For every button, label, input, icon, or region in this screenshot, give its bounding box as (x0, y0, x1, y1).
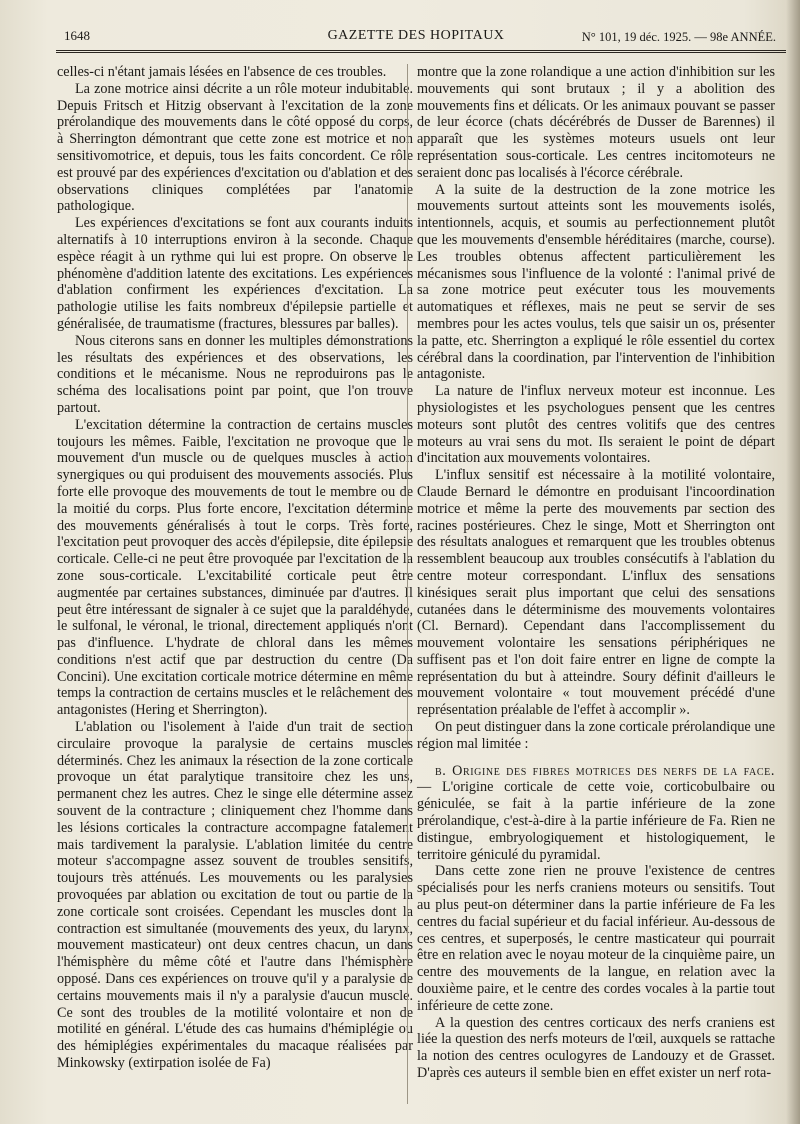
section-b-paragraph (417, 763, 775, 864)
journal-title: GAZETTE DES HOPITAUX (327, 28, 505, 43)
page-header (56, 26, 776, 50)
paragraph: L'excitation détermine la contraction de certains muscles toujours les mêmes. Faible, l'excitation ne provoque que le mouvement d'un muscle ou de quelques muscles à action synergiques ou qui produisent des mouvements associés. Plus forte elle provoque des mouvements de tout le membre ou de la moitié du corps. Plus forte encore, l'excitation détermine des mouvements généralisés à tout le corps. Très forte, l'excitation peut provoquer des accès d'épilepsie, dite épilepsie corticale. Celle-ci ne peut être provoquée par l'excitation de la zone sous-corticale. L'excitabilité corticale peut être augmentée par certaines substances, diminuée par d'autres. Il peut être intéressant de signaler à ce sujet que la paraldéhyde, le sulfonal, le véronal, le trional, directement appliqués n'ont pas d'influence. L'hydrate de chloral dans les mêmes conditions n'est actif que par destruction du centre (Da Concini). Une excitation corticale motrice détermine en même temps la contraction de certains muscles et le relâchement des antagonistes (Hering et Sherrington). (57, 416, 413, 719)
page-spine-shadow (786, 0, 800, 1124)
section-text: — L'origine corticale de cette voie, corticobulbaire ou géniculée, se fait à la partie inférieure de la zone prérolandique, c'est-à-dire à la partie inférieure de Fa. Rien ne distingue, embryologiquement et histologiquement, le territoire géniculé du pyramidal. (417, 779, 775, 863)
paragraph: On peut distinguer dans la zone corticale prérolandique une région mal limitée : (417, 719, 775, 752)
page-number: 1648 (64, 28, 90, 43)
section-heading: b. Origine des fibres motrices des nerfs de la face. (435, 762, 775, 779)
paragraph: A la suite de la destruction de la zone motrice les mouvements surtout atteints sont les mouvements isolés, intentionnels, acquis, et soumis au perfectionnement plutôt que les mouvements d'ensemble héréditaires (marche, course). Les troubles obtenus affectent particulièrement les mécanismes sous l'influence de la volonté : l'animal privé de sa zone motrice peut exécuter tous les mouvements automatiques et réflexes, mais ne peut se servir de ses membres pour les actes voulus, tels que saisir un os, présenter la patte, etc. Sherrington a expliqué le rôle essentiel du cortex cérébral dans la coordination, par l'intervention de l'inhibition antagoniste. (417, 181, 775, 383)
paragraph: L'ablation ou l'isolement à l'aide d'un trait de section circulaire provoque la paralysie de certains muscles déterminés. Chez les animaux la résection de la zone corticale provoque un état paralytique transitoire chez les uns, permanent chez les autres. Chez le singe elle détermine assez souvent de la contracture ; cliniquement chez l'homme dans les lésions corticales la contracture accompagne fatalement mais tardivement la paralysie. L'ablation limitée du centre moteur s'accompagne assez souvent de troubles sensitifs, toujours très atténués. Les mouvements ou les paralysies provoquées par ablation ou excitation de tout ou partie de la zone corticale sont croisées. Cependant les muscles dont la contraction est simultanée (mouvements des yeux, du larynx, mouvement masticateur) ont deux centres chacun, un dans l'hémisphère du même côté et l'autre dans l'hémisphère opposé. Dans ces expériences on trouve qu'il y a paralysie de certains mouvements mais il n'y a paralysie d'aucun muscle. Ce sont des troubles de la motilité volontaire et non de motilité en général. L'étude des cas humains d'hémiplégie ou des hémiplégies expérimentales du macaque réalisées par Minkowsky (extirpation isolée de Fa) (57, 719, 413, 1072)
paragraph: Dans cette zone rien ne prouve l'existence de centres spécialisés pour les nerfs craniens moteurs ou sensitifs. Tout au plus peut-on déterminer dans la partie inférieure de Fa les centres du facial supérieur et du facial inférieur. Au-dessous de ces centres, et superposés, le centre masticateur qui pourrait être en relation avec le noyau moteur de la cinquième paire, un centre des mouvements de la langue, en relation avec la douxième paire, et le centre des cordes vocales à la partie tout inférieure de cette zone. (417, 863, 775, 1014)
paragraph: montre que la zone rolandique a une action d'inhibition sur les mouvements qui sont brutaux ; il y a abolition des mouvements fins et délicats. Or les animaux pouvant se passer de leur écorce (chats décérébrés de Dusser de Barennes) il apparaît que les systèmes moteurs usuels ont leur représentation sous-corticale. Les centres incitomoteurs ne seraient donc pas localisés à l'écorce cérébrale. (417, 64, 775, 181)
column-divider (407, 64, 408, 1104)
paragraph: Les expériences d'excitations se font aux courants induits alternatifs à 10 interruptions environ à la seconde. Chaque espèce réagit à un rythme qui lui est propre. On observe le phénomène d'addition latente des excitations. Les expériences d'ablation confirment les expériences d'excitation. La pathologie utilise les faits nombreux d'épilepsie partielle et généralisée, de traumatisme (fractures, blessures par balles). (57, 215, 413, 332)
right-column (417, 64, 775, 1082)
paragraph: La zone motrice ainsi décrite a un rôle moteur indubitable. Depuis Fritsch et Hitzig observant à l'excitation de la zone prérolandique des mouvements dans le côté opposé du corps, à Sherrington démontrant que cette zone est motrice et non sensitivomotrice, et depuis, tous les faits concordent. Ce rôle est prouvé par des expériences d'excitation ou d'ablation et des observations cliniques complétées par l'anatomie pathologique. (57, 80, 413, 215)
paragraph: La nature de l'influx nerveux moteur est inconnue. Les physiologistes et les psychologues pensent que les centres moteurs sont plutôt des centres volitifs que des centres moteurs au vrai sens du mot. Ils seraient le point de départ d'incitation aux mouvements volontaires. (417, 383, 775, 467)
paragraph: L'influx sensitif est nécessaire à la motilité volontaire, Claude Bernard le démontre en produisant l'incoordination motrice et même la perte des mouvements par section des racines postérieures. Chez le singe, Mott et Sherrington ont des résultats analogues et remarquent que les troubles obtenus ressemblent beaucoup aux troubles consécutifs à l'ablation du centre moteur correspondant. L'influx des sensations kinésiques serait plus important que celui des sensations cutanées dans le déterminisme des mouvements volontaires (Cl. Bernard). Cependant dans l'accomplissement du mouvement volontaire les sensations périphériques ne suffisent pas et l'on doit faire entrer en ligne de compte la représentation du but à atteindre. Soury définit d'ailleurs le mouvement volontaire « tout mouvement précédé d'une représentation préalable de l'effet à accomplir ». (417, 467, 775, 719)
issue-info: N° 101, 19 déc. 1925. — 98e ANNÉE. (581, 30, 776, 44)
paragraph: Nous citerons sans en donner les multiples démonstrations les résultats des expériences et des observations, les conditions et le mécanisme. Nous ne reproduirons pas le schéma des localisations point par point, que l'on trouve partout. (57, 332, 413, 416)
left-column (57, 64, 413, 1072)
paragraph: celles-ci n'étant jamais lésées en l'absence de ces troubles. (57, 64, 387, 80)
header-rule (56, 50, 786, 53)
paragraph: A la question des centres corticaux des nerfs craniens est liée la question des nerfs moteurs de l'œil, auxquels se rattache la notion des centres oculogyres de Landouzy et de Grasset. D'après ces auteurs il semble bien en effet exister un nerf rota- (417, 1014, 775, 1082)
